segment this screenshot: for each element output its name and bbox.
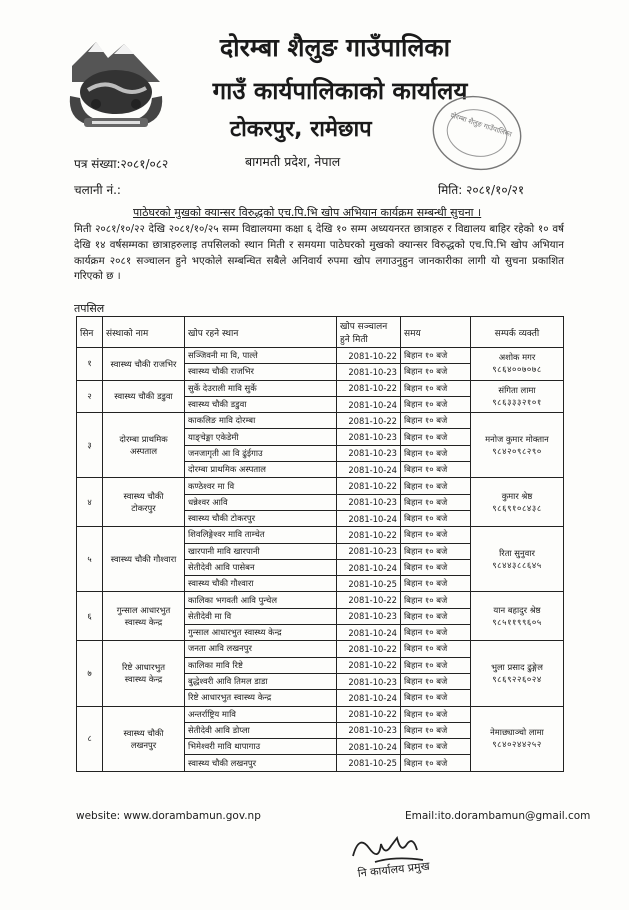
date-cell: 2081-10-23 — [337, 608, 401, 624]
table-row — [77, 706, 564, 722]
date-cell: 2081-10-22 — [337, 706, 401, 722]
contact-name: भुला प्रसाद ढुङ्गेल — [491, 661, 543, 672]
date-cell: 2081-10-25 — [337, 576, 401, 592]
time-cell: बिहान १० बजे — [401, 755, 471, 771]
contact-cell — [471, 478, 564, 527]
date-cell: 2081-10-23 — [337, 722, 401, 738]
organization-name: दोरम्बा प्राथमिक अस्पताल — [119, 434, 168, 457]
location-cell: दोरम्बा प्राथमिक अस्पताल — [185, 462, 337, 478]
time-cell: बिहान १० बजे — [401, 559, 471, 575]
contact-name: कुमार श्रेष्ठ — [501, 490, 533, 501]
vaccination-schedule-table — [76, 316, 564, 772]
serial-number-cell: ३ — [77, 413, 103, 478]
date-cell: 2081-10-25 — [337, 755, 401, 771]
contact-phone: ९८६३३३२१०१ — [492, 396, 542, 407]
organization-cell — [103, 348, 185, 381]
time-cell: बिहान १० बजे — [401, 494, 471, 510]
location-cell: सेतीदेवी मा वि — [185, 608, 337, 624]
date-cell: 2081-10-23 — [337, 673, 401, 689]
serial-number-cell: ४ — [77, 478, 103, 527]
header-location: खोप रहने स्थान — [185, 317, 337, 348]
location-cell: जनता आवि लखनपुर — [185, 641, 337, 657]
date-cell: 2081-10-24 — [337, 625, 401, 641]
header-time: समय — [401, 317, 471, 348]
location-cell: जनजागृती आ वि ढुंईगाउ — [185, 445, 337, 461]
contact-phone: ९८५११९९६०५ — [492, 616, 542, 627]
contact-cell — [471, 380, 564, 413]
serial-number-cell: ७ — [77, 641, 103, 706]
contact-name: नेमाछ्याञ्चो लामा — [490, 727, 544, 738]
contact-name: यान बहादुर श्रेष्ठ — [493, 604, 541, 615]
organization-cell — [103, 413, 185, 478]
contact-cell — [471, 413, 564, 478]
time-cell: बिहान १० बजे — [401, 706, 471, 722]
location-cell: सेतीदेवी आवि डोप्ला — [185, 722, 337, 738]
stamp-text: दोरम्बा शैलुङ गाउँपालिका — [449, 111, 513, 139]
date-cell: 2081-10-22 — [337, 527, 401, 543]
date-cell: 2081-10-22 — [337, 348, 401, 364]
location-cell: भिमेश्वरी मावि थापागाउ — [185, 739, 337, 755]
time-cell: बिहान १० बजे — [401, 657, 471, 673]
organization-cell — [103, 641, 185, 706]
time-cell: बिहान १० बजे — [401, 510, 471, 526]
header-sn: सिन — [77, 317, 103, 348]
time-cell: बिहान १० बजे — [401, 429, 471, 445]
organization-name: स्वास्थ्य चौकी डडुवा — [114, 391, 173, 402]
contact-cell — [471, 592, 564, 641]
location-cell: स्वास्थ्य चौकी डडुवा — [185, 396, 337, 412]
location-cell: धन्नेश्वर आवि — [185, 494, 337, 510]
location-cell: सञ्जिवनी मा वि, पाल्ते — [185, 348, 337, 364]
organization-cell — [103, 592, 185, 641]
municipality-name: दोरम्बा शैलुङ गाउँपालिका — [219, 33, 451, 62]
contact-cell — [471, 641, 564, 706]
location-cell: सुर्के देउराली मावि सुर्के — [185, 380, 337, 396]
table-row — [77, 413, 564, 429]
contact-phone: ९८६४००७०७८ — [492, 364, 542, 375]
organization-cell — [103, 478, 185, 527]
location-cell: कण्ठेश्वर मा वि — [185, 478, 337, 494]
serial-number-cell: २ — [77, 380, 103, 413]
contact-name: मनोज कुमार मोक्तान — [485, 433, 549, 444]
serial-number-cell: १ — [77, 348, 103, 381]
contact-phone: ९८४२०९८२९० — [492, 445, 542, 456]
organization-cell — [103, 706, 185, 771]
header-date: खोप सञ्चालन हुने मिती — [337, 317, 401, 348]
contact-name: अशोक मगर — [498, 352, 536, 363]
date-cell: 2081-10-22 — [337, 657, 401, 673]
organization-name: रिष्टे आधारभुत स्वास्थ्य केन्द्र — [121, 662, 166, 685]
date-cell: 2081-10-24 — [337, 510, 401, 526]
date-cell: 2081-10-24 — [337, 559, 401, 575]
time-cell: बिहान १० बजे — [401, 527, 471, 543]
location-cell: रिष्टे आधारभुत स्वास्थ्य केन्द्र — [185, 690, 337, 706]
time-cell: बिहान १० बजे — [401, 462, 471, 478]
notice-subject: पाठेघरको मुखको क्यान्सर विरुद्धको एच.पि.भि खोप अभियान कार्यक्रम सम्बन्धी सुचना । — [133, 206, 482, 219]
contact-name: रिता सुनुवार — [499, 547, 535, 558]
serial-number-cell: ६ — [77, 592, 103, 641]
location-cell: कालिका भगवती आवि पुन्चेल — [185, 592, 337, 608]
serial-number-cell: ८ — [77, 706, 103, 771]
table-row — [77, 641, 564, 657]
time-cell: बिहान १० बजे — [401, 413, 471, 429]
time-cell: बिहान १० बजे — [401, 380, 471, 396]
office-address: टोकरपुर, रामेछाप — [230, 117, 372, 142]
location-cell: काकलिङ मावि दोरम्बा — [185, 413, 337, 429]
contact-phone: ९८४०२४४२५२ — [492, 739, 542, 750]
time-cell: बिहान १० बजे — [401, 592, 471, 608]
time-cell: बिहान १० बजे — [401, 576, 471, 592]
table-row — [77, 478, 564, 494]
location-cell: स्वास्थ्य चौकी लखनपुर — [185, 755, 337, 771]
date-cell: 2081-10-23 — [337, 445, 401, 461]
date-cell: 2081-10-23 — [337, 494, 401, 510]
notice-date: मिति: २०८१/१०/२१ — [438, 183, 525, 197]
date-cell: 2081-10-23 — [337, 543, 401, 559]
location-cell: स्वास्थ्य चौकी टोकरपुर — [185, 510, 337, 526]
header-contact: सम्पर्क व्यक्ती — [471, 317, 564, 348]
location-cell: सेतीदेवी आवि पासेबन — [185, 559, 337, 575]
contact-cell — [471, 348, 564, 381]
location-cell: अन्तर्राष्ट्रिय मावि — [185, 706, 337, 722]
date-cell: 2081-10-22 — [337, 478, 401, 494]
time-cell: बिहान १० बजे — [401, 690, 471, 706]
table-body — [77, 348, 564, 772]
time-cell: बिहान १० बजे — [401, 364, 471, 380]
contact-cell — [471, 706, 564, 771]
location-cell: बुद्धेश्वरी आवि तिमल डाडा — [185, 673, 337, 689]
time-cell: बिहान १० बजे — [401, 641, 471, 657]
location-cell: गुन्साल आधारभुत स्वास्थ्य केन्द्र — [185, 625, 337, 641]
time-cell: बिहान १० बजे — [401, 348, 471, 364]
location-cell: स्वास्थ्य चौकी राजभिर — [185, 364, 337, 380]
table-row — [77, 527, 564, 543]
reference-number: पत्र संख्या:२०८१/०८२ — [74, 157, 169, 171]
date-cell: 2081-10-22 — [337, 641, 401, 657]
location-cell: याङ्चेङ्मा एकेडेमी — [185, 429, 337, 445]
time-cell: बिहान १० बजे — [401, 608, 471, 624]
date-cell: 2081-10-22 — [337, 380, 401, 396]
date-cell: 2081-10-23 — [337, 429, 401, 445]
date-cell: 2081-10-24 — [337, 462, 401, 478]
office-stamp — [430, 93, 525, 173]
organization-name: स्वास्थ्य चौकी लखनपुर — [123, 727, 164, 750]
location-cell: कालिका मावि रिष्टे — [185, 657, 337, 673]
date-cell: 2081-10-24 — [337, 739, 401, 755]
time-cell: बिहान १० बजे — [401, 478, 471, 494]
contact-name: संगिता लामा — [498, 384, 536, 395]
organization-cell — [103, 380, 185, 413]
notice-body: मिती २०८१/१०/२२ देखि २०८१/१०/२५ सम्म विद्यालयमा कक्षा ६ देखि १० सम्म अध्ययनरत छात्राहरु र विद्यालय बाहिर रहेको १० वर्ष देखि १४ वर्षसम्मका छात्राहरुलाइ तपसिलको स्थान मिती र समयमा पाठेघरको मुखको क्यान्सर विरुद्धको एच.पि.भि खोप अभियान कार्यक्रम २०८१ सञ्चालन हुने भएकोले सम्बन्धित सबैले अनिवार्य रुपमा खोप लगाउनुहुन जानकारीका लागी यो सुचना प्रकाशित गरिएको छ । — [74, 223, 564, 283]
date-cell: 2081-10-24 — [337, 690, 401, 706]
contact-phone: ९८६९१०८४३८ — [492, 502, 542, 513]
serial-number-cell: ५ — [77, 527, 103, 592]
date-cell: 2081-10-22 — [337, 592, 401, 608]
contact-phone: ९८६९२२६०२४ — [492, 673, 542, 684]
date-cell: 2081-10-22 — [337, 413, 401, 429]
time-cell: बिहान १० बजे — [401, 543, 471, 559]
location-cell: खारपानी मावि खारपानी — [185, 543, 337, 559]
location-cell: स्वास्थ्य चौकी गौश्वारा — [185, 576, 337, 592]
time-cell: बिहान १० बजे — [401, 625, 471, 641]
organization-cell — [103, 527, 185, 592]
date-cell: 2081-10-23 — [337, 364, 401, 380]
time-cell: बिहान १० बजे — [401, 396, 471, 412]
time-cell: बिहान १० बजे — [401, 722, 471, 738]
signatory-title: नि कार्यालय प्रमुख — [357, 859, 431, 880]
table-row — [77, 592, 564, 608]
organization-name: स्वास्थ्य चौकी टोकरपुर — [123, 491, 164, 514]
table-row — [77, 348, 564, 364]
office-name: गाउँ कार्यपालिकाको कार्यालय — [212, 77, 468, 105]
contact-phone: ९८४४३८८६४५ — [492, 559, 542, 570]
email-link[interactable]: Email:ito.dorambamun@gmail.com — [405, 810, 591, 822]
table-header-row — [77, 317, 564, 348]
dispatch-number: चलानी नं.: — [74, 183, 121, 197]
table-row — [77, 380, 564, 396]
organization-name: स्वास्थ्य चौकी गौश्वारा — [110, 554, 177, 565]
time-cell: बिहान १० बजे — [401, 673, 471, 689]
organization-name: स्वास्थ्य चौकी राजभिर — [110, 358, 177, 369]
details-label: तपसिल — [74, 302, 105, 315]
province-line: बागमती प्रदेश, नेपाल — [245, 154, 341, 169]
location-cell: शिवलिङ्गेश्वर मावि ताम्चेत — [185, 527, 337, 543]
time-cell: बिहान १० बजे — [401, 739, 471, 755]
date-cell: 2081-10-24 — [337, 396, 401, 412]
organization-name: गुन्साल आधारभुत स्वास्थ्य केन्द्र — [116, 605, 171, 628]
time-cell: बिहान १० बजे — [401, 445, 471, 461]
contact-cell — [471, 527, 564, 592]
nepal-government-emblem — [66, 38, 166, 130]
header-org: संस्थाको नाम — [103, 317, 185, 348]
website-link[interactable]: website: www.dorambamun.gov.np — [76, 810, 261, 822]
